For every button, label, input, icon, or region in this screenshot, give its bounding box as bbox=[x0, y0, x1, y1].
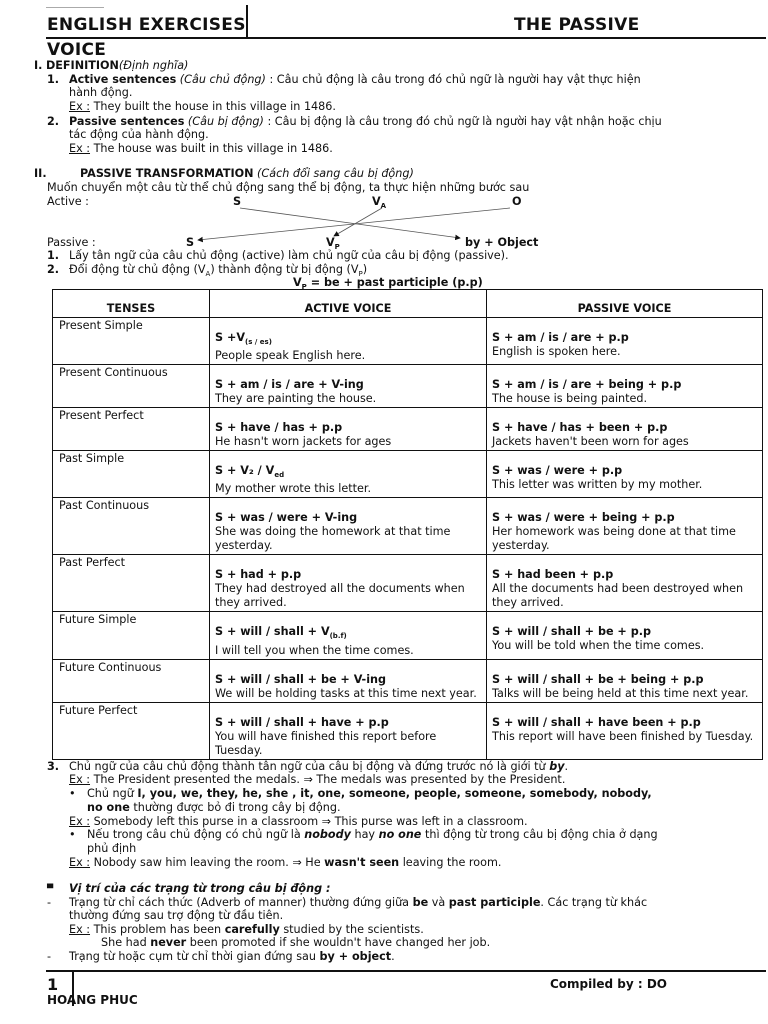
section1-item2-example: Ex : The house was built in this village in 1486. bbox=[69, 142, 333, 155]
passive-example: English is spoken here. bbox=[492, 345, 621, 358]
section2-heading: II. PASSIVE TRANSFORMATION (Cách đổi sang câu bị động) bbox=[34, 167, 414, 180]
passive-voice-cell bbox=[487, 555, 763, 612]
section1-item1: 1. Active sentences (Câu chủ động) : Câu chủ động là câu trong đó chủ ngữ là người hay vật thực hiện bbox=[47, 73, 641, 86]
section1-item2-cont: tác động của hành động. bbox=[69, 128, 209, 141]
tense-name: Past Continuous bbox=[53, 498, 210, 555]
active-formula: S + will / shall + $V_{(b.f)}$ bbox=[215, 625, 347, 641]
passive-formula: $V_P$ = be + past participle (p.p) bbox=[293, 276, 483, 292]
section3-bullet1-cont: no one thường được bỏ đi trong cây bị động. bbox=[87, 801, 341, 814]
active-example: You will have finished this report before Tuesday. bbox=[215, 729, 437, 757]
passive-example: The house is being painted. bbox=[492, 392, 648, 406]
section1-item1-example: Ex : They built the house in this village in 1486. bbox=[69, 100, 336, 113]
column-header-active: ACTIVE VOICE bbox=[210, 290, 487, 318]
table-row bbox=[53, 365, 763, 408]
passive-example: Talks will be being held at this time next year. bbox=[492, 686, 749, 700]
active-example: They are painting the house. bbox=[215, 392, 377, 406]
passive-example: This letter was written by my mother. bbox=[492, 478, 703, 492]
table-row bbox=[53, 702, 763, 759]
tense-name: Past Simple bbox=[53, 451, 210, 498]
section1-heading: I. DEFINITION(Định nghĩa) bbox=[34, 59, 189, 72]
section3-example3: Ex : Nobody saw him leaving the room. ⇒ He wasn't seen leaving the room. bbox=[69, 856, 502, 869]
passive-formula: S + will / shall + have been + p.p bbox=[492, 715, 701, 729]
passive-example: This report will have been finished by Tuesday. bbox=[492, 729, 754, 743]
page-number: 1 bbox=[47, 975, 59, 994]
passive-example: All the documents had been destroyed when they arrived. bbox=[492, 582, 744, 610]
passive-verb: $V_P$ bbox=[326, 236, 340, 252]
tense-name: Future Continuous bbox=[53, 659, 210, 702]
active-example: We will be holding tasks at this time next year. bbox=[215, 686, 477, 700]
passive-voice-cell bbox=[487, 659, 763, 702]
active-voice-cell bbox=[210, 365, 487, 408]
table-row bbox=[53, 408, 763, 451]
passive-voice-cell bbox=[487, 702, 763, 759]
column-header-tenses: TENSES bbox=[53, 290, 210, 318]
tense-name: Present Continuous bbox=[53, 365, 210, 408]
section3-example1: Ex : The President presented the medals. ⇒ The medals was presented by the President. bbox=[69, 773, 566, 786]
table-header-row bbox=[53, 290, 763, 318]
active-formula: S + had + p.p bbox=[215, 568, 302, 582]
passive-voice-cell bbox=[487, 612, 763, 659]
tenses-table bbox=[52, 289, 763, 760]
footer-compiled: Compiled by : DO bbox=[550, 977, 668, 991]
active-label: Active : bbox=[47, 195, 89, 208]
active-voice-cell bbox=[210, 659, 487, 702]
passive-subject: S bbox=[186, 236, 195, 249]
passive-example: You will be told when the time comes. bbox=[492, 639, 705, 653]
footer-rule bbox=[46, 970, 766, 972]
table-row bbox=[53, 318, 763, 365]
section3-text: 3. Chủ ngữ của câu chủ động thành tân ngữ của câu bị động và đứng trước nó là giới từ by. bbox=[47, 760, 569, 773]
footer-author: HOANG PHUC bbox=[47, 993, 138, 1007]
active-voice-cell bbox=[210, 408, 487, 451]
section3-example2: Ex : Somebody left this purse in a classroom ⇒ This purse was left in a classroom. bbox=[69, 815, 528, 828]
section1-item2: 2. Passive sentences (Câu bị động) : Câu bị động là câu trong đó chủ ngữ là người hay vật nhận hoặc chịu bbox=[47, 115, 662, 128]
active-example: People speak English here. bbox=[215, 349, 366, 363]
active-example: They had destroyed all the documents when they arrived. bbox=[215, 582, 465, 610]
step2: 2. Đổi động từ chủ động $(V_A)$ thành động từ bị động $(V_P)$ bbox=[47, 263, 368, 279]
passive-formula: S + had been + p.p bbox=[492, 568, 614, 582]
active-formula: S + am / is / are + V-ing bbox=[215, 378, 364, 392]
passive-formula: S + am / is / are + p.p bbox=[492, 331, 629, 344]
passive-by-object: by + Object bbox=[465, 236, 539, 249]
column-header-passive: PASSIVE VOICE bbox=[487, 290, 763, 318]
tense-name: Future Perfect bbox=[53, 702, 210, 759]
table-row bbox=[53, 612, 763, 659]
transformation-arrows bbox=[0, 0, 768, 260]
active-example: My mother wrote this letter. bbox=[215, 482, 372, 496]
passive-example: Jackets haven't been worn for ages bbox=[492, 435, 689, 449]
header-title-right: THE PASSIVE bbox=[514, 15, 640, 35]
tense-name: Present Simple bbox=[53, 318, 210, 365]
section2-intro: Muốn chuyển một câu từ thể chủ động sang thể bị động, ta thực hiện những bước sau bbox=[47, 181, 530, 194]
passive-voice-cell bbox=[487, 408, 763, 451]
passive-formula: S + was / were + being + p.p bbox=[492, 511, 675, 525]
passive-voice-cell bbox=[487, 451, 763, 498]
adverbs-rule2: - Trạng từ hoặc cụm từ chỉ thời gian đứng sau by + object. bbox=[47, 950, 395, 963]
active-voice-cell bbox=[210, 318, 487, 365]
section3-bullet2: • Nếu trong câu chủ động có chủ ngữ là nobody hay no one thì động từ trong câu bị động chia ở dạng bbox=[69, 828, 658, 841]
section3-bullet2-cont: phủ định bbox=[87, 842, 137, 855]
adverbs-example2: She had never been promoted if she wouldn't have changed her job. bbox=[101, 936, 491, 949]
active-formula: $S +V_{(s / es)}$ bbox=[215, 331, 272, 347]
active-formula: S + will / shall + have + p.p bbox=[215, 715, 389, 729]
step1: 1. Lấy tân ngữ của câu chủ động (active) làm chủ ngữ của câu bị động (passive). bbox=[47, 249, 509, 262]
active-voice-cell bbox=[210, 612, 487, 659]
active-formula: S + have / has + p.p bbox=[215, 421, 343, 435]
passive-voice-cell bbox=[487, 318, 763, 365]
section3-bullet1: • Chủ ngữ I, you, we, they, he, she , it, one, someone, people, someone, somebody, nobody, bbox=[69, 787, 652, 800]
active-example: He hasn't worn jackets for ages bbox=[215, 435, 392, 449]
active-voice-cell bbox=[210, 451, 487, 498]
adverbs-heading: ▀ Vị trí của các trạng từ trong câu bị động : bbox=[47, 882, 331, 895]
active-formula: S + will / shall + be + V-ing bbox=[215, 672, 386, 686]
passive-label: Passive : bbox=[47, 236, 96, 249]
adverbs-rule1: - Trạng từ chỉ cách thức (Adverb of manner) thường đứng giữa be và past participle. Các trạng từ khác bbox=[47, 896, 648, 909]
passive-formula: S + am / is / are + being + p.p bbox=[492, 378, 682, 392]
passive-formula: S + will / shall + be + being + p.p bbox=[492, 672, 704, 686]
adverbs-example1: Ex : This problem has been carefully studied by the scientists. bbox=[69, 923, 424, 936]
passive-formula: S + will / shall + be + p.p bbox=[492, 625, 651, 639]
passive-formula: S + have / has + been + p.p bbox=[492, 421, 668, 435]
passive-voice-cell bbox=[487, 365, 763, 408]
header-title-left: ENGLISH EXERCISES bbox=[47, 15, 246, 35]
header-title-cont: VOICE bbox=[47, 40, 107, 60]
table-row bbox=[53, 498, 763, 555]
active-object: O bbox=[512, 195, 522, 208]
active-example: I will tell you when the time comes. bbox=[215, 643, 414, 657]
passive-example: Her homework was being done at that time yesterday. bbox=[492, 525, 736, 553]
tense-name: Past Perfect bbox=[53, 555, 210, 612]
passive-formula: S + was / were + p.p bbox=[492, 464, 623, 478]
active-voice-cell bbox=[210, 555, 487, 612]
active-voice-cell bbox=[210, 702, 487, 759]
section1-item1-cont: hành động. bbox=[69, 86, 133, 99]
table-row bbox=[53, 555, 763, 612]
active-example: She was doing the homework at that time yesterday. bbox=[215, 525, 451, 553]
active-formula: S + was / were + V-ing bbox=[215, 511, 358, 525]
active-formula: $S + V_2 / V_{ed}$ bbox=[215, 464, 285, 480]
adverbs-rule1-cont: thường đứng sau trợ động từ đầu tiên. bbox=[69, 909, 284, 922]
active-verb: $V_A$ bbox=[372, 195, 387, 211]
table-row bbox=[53, 659, 763, 702]
active-subject: S bbox=[233, 195, 242, 208]
passive-voice-cell bbox=[487, 498, 763, 555]
tense-name: Present Perfect bbox=[53, 408, 210, 451]
active-voice-cell bbox=[210, 498, 487, 555]
tense-name: Future Simple bbox=[53, 612, 210, 659]
table-row bbox=[53, 451, 763, 498]
